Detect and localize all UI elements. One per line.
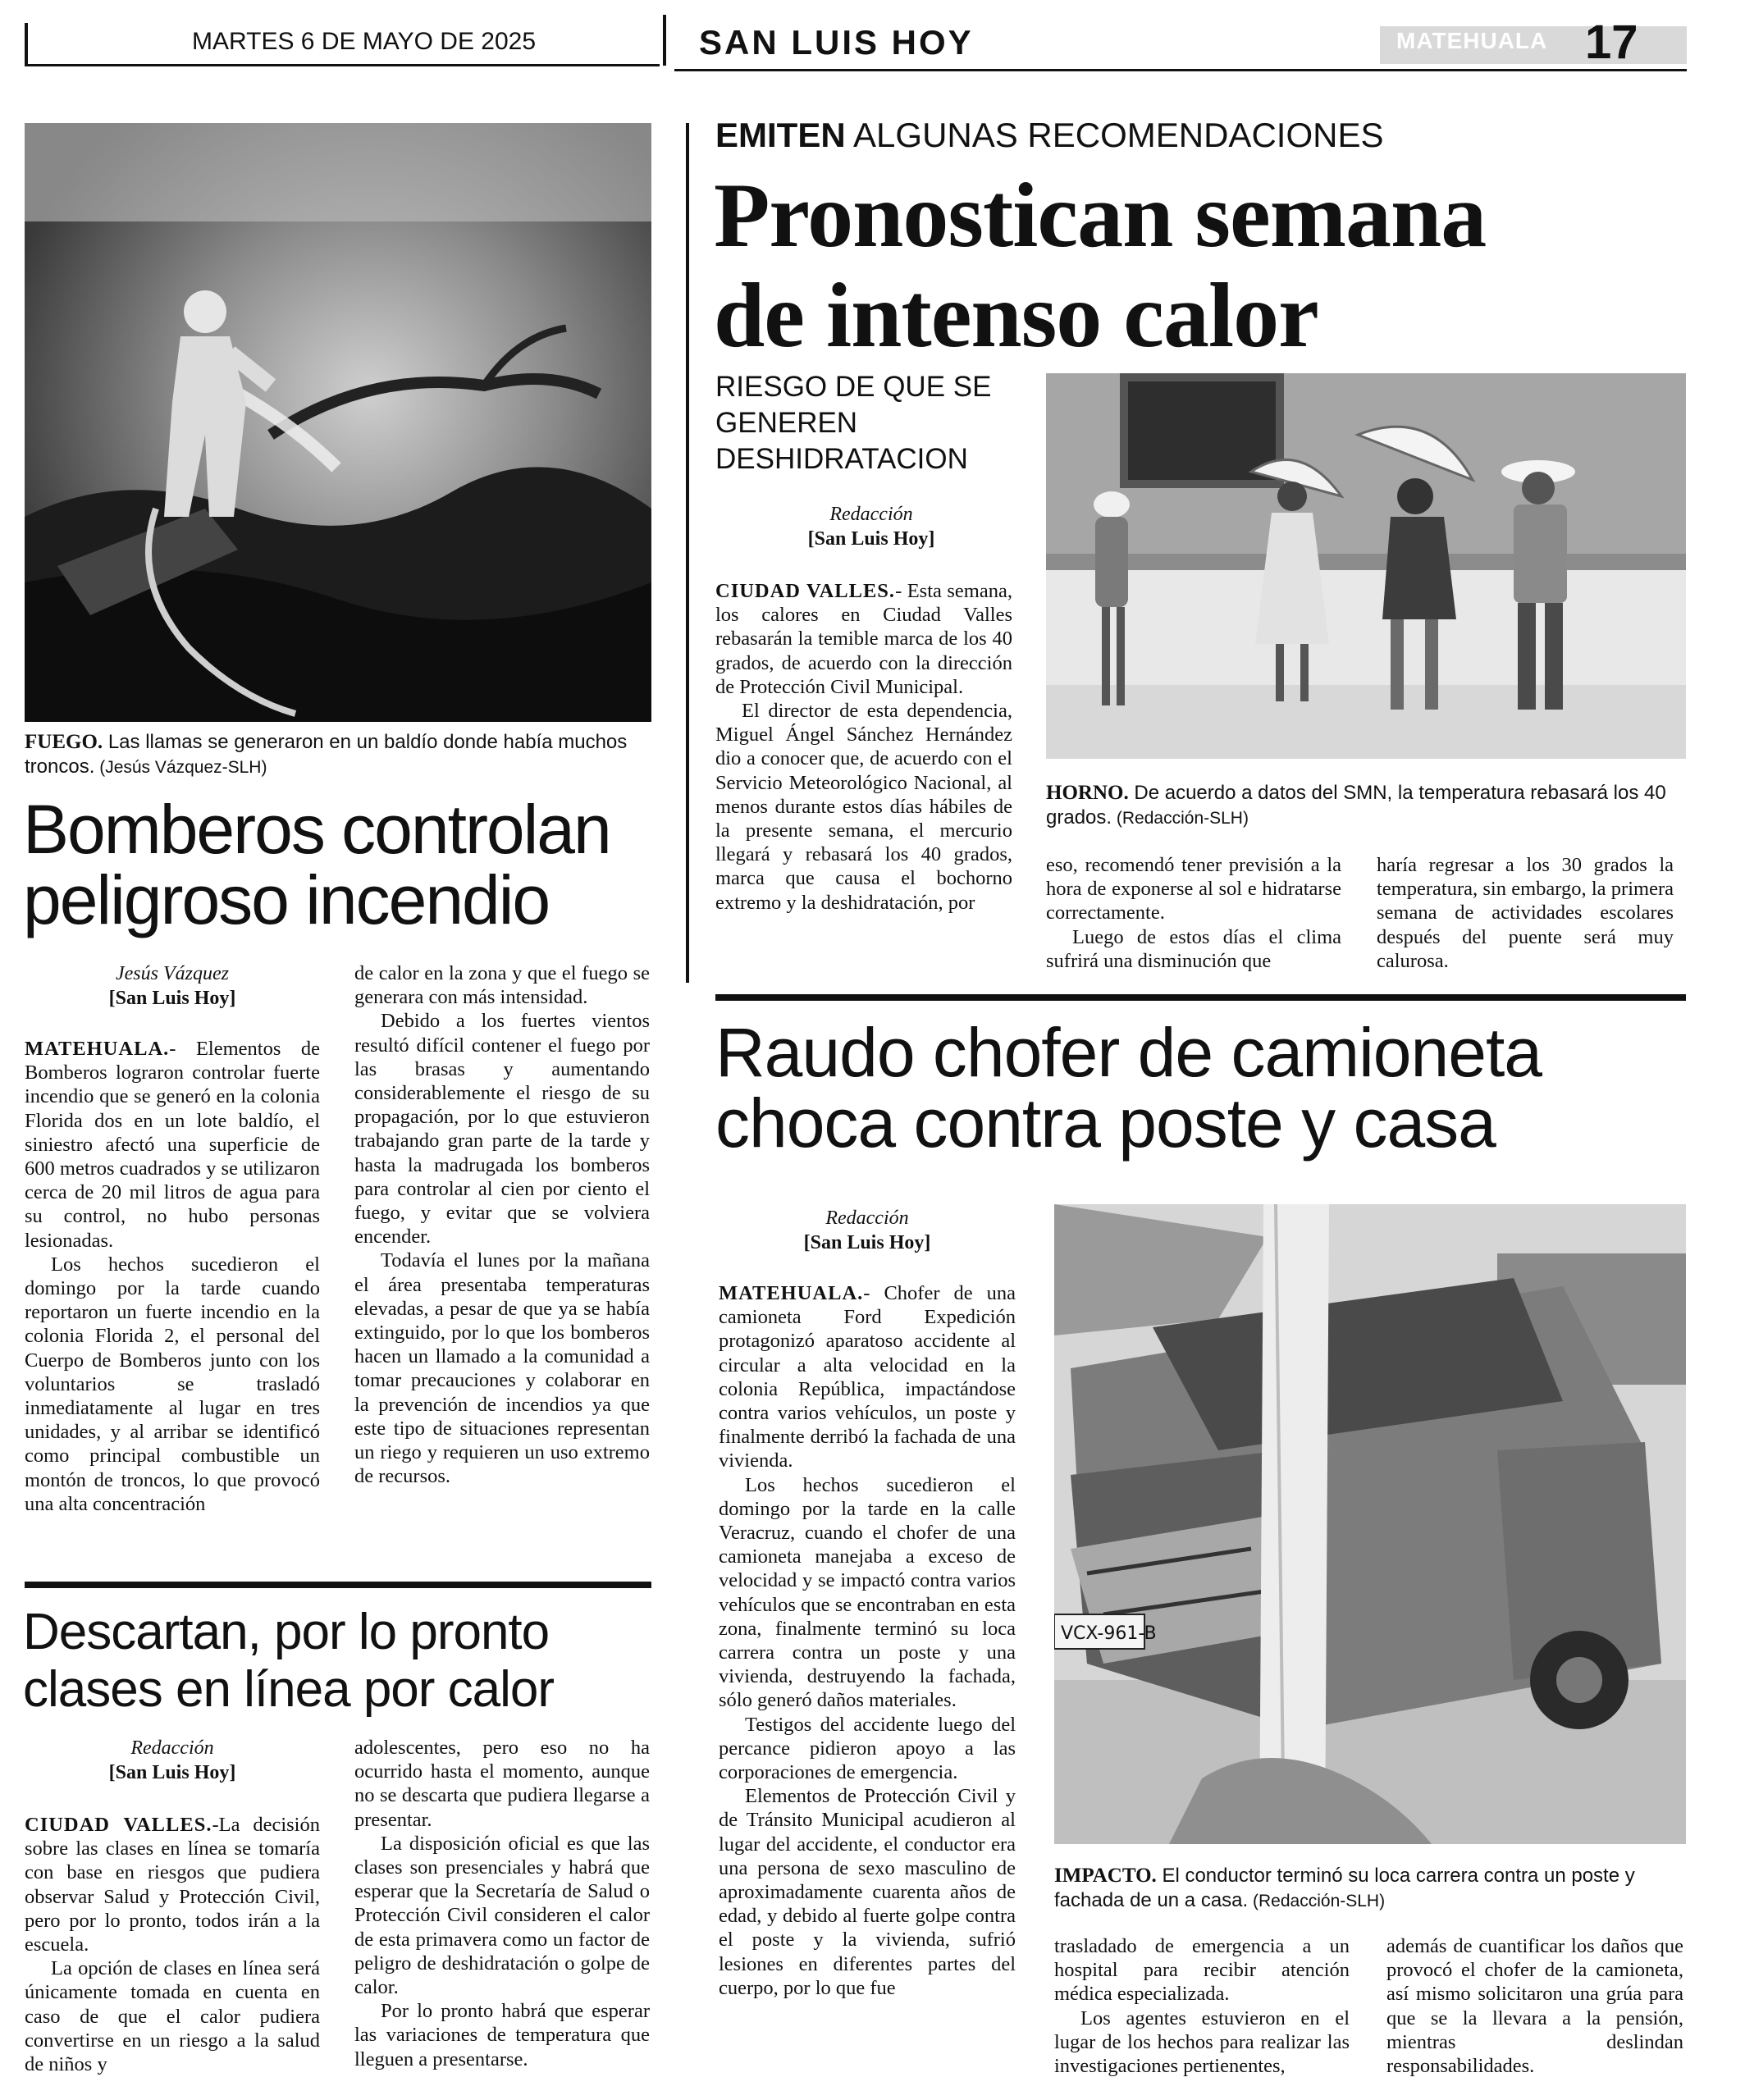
paragraph: - Chofer de una camioneta Ford Expedición protagonizó aparatoso accidente al circular a alta velocidad en la colonia República, impactándose contra varios vehículos, un poste y finalmente derribó la fachada de una vivienda. xyxy=(719,1282,1016,1472)
kicker-bold: EMITEN xyxy=(715,116,846,154)
outlet-name: [San Luis Hoy] xyxy=(803,1232,931,1253)
photo-credit: (Redacción-SLH) xyxy=(1248,1892,1386,1911)
newspaper-name: SAN LUIS HOY xyxy=(699,23,974,62)
author-name: Redacción xyxy=(130,1737,214,1759)
outlet-name: [San Luis Hoy] xyxy=(108,988,236,1009)
paragraph: - Esta semana, los calores en Ciudad Valles rebasarán la temible marca de los 40 grados, de acuerdo con la dirección de Protección Civil Municipal. xyxy=(715,580,1012,698)
paragraph: además de cuantificar los daños que provocó el chofer de la camioneta, así mismo solicitaron una grúa para que se la llevara a la pensión, mientras deslindan responsabilidades. xyxy=(1386,1935,1683,2078)
fire-headline: Bomberos controlan peligroso incendio xyxy=(23,791,610,938)
caption-label: HORNO. xyxy=(1046,782,1129,804)
paragraph: de calor en la zona y que el fuego se generara con más intensidad. xyxy=(354,962,650,1009)
paragraph: trasladado de emergencia a un hospital para recibir atención médica especializada. xyxy=(1054,1935,1350,2006)
crash-photo xyxy=(1054,1204,1686,1844)
dateline: MATEHUALA. xyxy=(25,1038,170,1060)
crash-headline: Raudo chofer de camioneta choca contra poste y casa xyxy=(715,1014,1542,1162)
dateline: MATEHUALA. xyxy=(719,1282,864,1304)
classes-column-1 xyxy=(25,1813,320,2076)
paragraph: Por lo pronto habrá que esperar las variaciones de temperatura que lleguen a presentarse. xyxy=(354,2000,650,2070)
author-name: Redacción xyxy=(825,1208,909,1229)
caption-text: El conductor terminó su loca carrera contra un poste y fachada de un a casa. xyxy=(1054,1865,1635,1911)
firefighter-photo xyxy=(25,123,651,722)
page-number: 17 xyxy=(1585,16,1638,69)
paragraph: Testigos del accidente luego del percance pidieron apoyo a las corporaciones de emergencia. xyxy=(719,1713,1016,1784)
paragraph: Todavía el lunes por la mañana el área presentaba temperaturas elevadas, a pesar de que ya se había extinguido, por lo que los bomberos hacen un llamado a la comunidad a tomar precauciones y colaborar en la prevención de incendios ya que este tipo de situaciones representan un riego y requieren un uso extremo de recursos. xyxy=(354,1249,650,1488)
paragraph: haría regresar a los 30 grados la temperatura, sin embargo, la primera semana de actividades escolares después del puente será muy calurosa. xyxy=(1377,854,1674,972)
paragraph: adolescentes, pero eso no ha ocurrido hasta el momento, aunque no se descarta que pudiera llegarse a presentar. xyxy=(354,1737,650,1831)
heat-headline xyxy=(714,166,1486,366)
heat-column-3 xyxy=(1377,853,1674,973)
heat-photo xyxy=(1046,373,1686,759)
classes-column-2 xyxy=(354,1736,650,2071)
paragraph: Luego de estos días el clima sufrirá una disminución que xyxy=(1046,925,1341,972)
story-divider xyxy=(715,994,1686,1001)
fire-column-2 xyxy=(354,961,650,1488)
heat-kicker xyxy=(715,115,1383,156)
paragraph: La disposición oficial es que las clases son presenciales y habrá que esperar que la Secretaría de Salud o Protección Civil consideren el calor de esta primavera como un factor de peligro de deshidratación o golpe de calor. xyxy=(354,1832,650,1999)
classes-byline xyxy=(25,1736,320,1785)
caption-label: FUEGO. xyxy=(25,731,103,753)
dateline: CIUDAD VALLES. xyxy=(25,1814,212,1836)
classes-headline: Descartan, por lo pronto clases en línea por calor xyxy=(23,1604,555,1718)
headline-line: de intenso calor xyxy=(714,265,1318,367)
story-divider xyxy=(25,1582,651,1588)
fire-column-1 xyxy=(25,1037,320,1516)
caption-label: IMPACTO. xyxy=(1054,1865,1157,1887)
outlet-name: [San Luis Hoy] xyxy=(108,1762,236,1783)
caption-text: De acuerdo a datos del SMN, la temperatura rebasará los 40 grados. xyxy=(1046,782,1666,829)
heat-subhead: RIESGO DE QUE SE GENEREN DESHIDRATACION xyxy=(715,371,992,475)
paragraph: -La decisión sobre las clases en línea se tomaría con base en riesgos que pudiera observar Salud y Protección Civil, pero por lo pronto, todos irán a la escuela. xyxy=(25,1814,320,1956)
paragraph: Elementos de Protección Civil y de Tránsito Municipal acudieron al lugar del accidente, el conductor era una persona de sexo masculino de aproximadamente cuarenta años de edad, y debido al fuerte golpe contra el poste y la vivienda, sufrió lesiones en diferentes partes del cuerpo, por lo que fue xyxy=(719,1785,1016,1999)
header-date-box xyxy=(25,23,660,66)
outlet-name: [San Luis Hoy] xyxy=(807,528,935,550)
paragraph: Los agentes estuvieron en el lugar de los hechos para realizar las investigaciones pertienentes, xyxy=(1054,2006,1350,2078)
caption-text: Las llamas se generaron en un baldío donde había muchos troncos. xyxy=(25,731,628,778)
crash-column-1 xyxy=(719,1281,1016,2000)
license-plate: VCX-961-B xyxy=(1061,1623,1157,1644)
dateline: CIUDAD VALLES. xyxy=(715,580,896,602)
heat-byline xyxy=(715,502,1027,551)
paragraph: Los hechos sucedieron el domingo por la tarde cuando reportaron un fuerte incendio en la colonia Florida 2, el personal del Cuerpo de Bomberos junto con los voluntarios se trasladó inmediatamente al lugar en tres unidades, y al arribar se identificó como principal combustible un montón de troncos, lo que provocó una alta concentración xyxy=(25,1253,320,1515)
crash-photo-caption xyxy=(1054,1864,1686,1914)
paragraph: - Elementos de Bomberos lograron controlar fuerte incendio que se generó en la colonia Florida dos en un lote baldío, el siniestro afectó una superficie de 600 metros cuadrados y se utilizaron cerca de 20 mil litros de agua para su control, no hubo personas lesionadas. xyxy=(25,1038,320,1252)
photo-credit: (Jesús Vázquez-SLH) xyxy=(94,758,267,777)
paragraph: El director de esta dependencia, Miguel Ángel Sánchez Hernández dio a conocer que, de acuerdo con el Servicio Meteorológico Nacional, al menos durante estos días hábiles de la presente semana, el mercurio llegará y rebasará los 40 grados, marca que causa el bochorno extremo y la deshidratación, por xyxy=(715,700,1012,914)
column-divider xyxy=(686,123,689,983)
paragraph: Debido a los fuertes vientos resultó difícil contener el fuego por las brasas y aumentando considerablemente el riesgo de su propagación, por lo que estuvieron trabajando gran parte de la tarde y hasta la madrugada los bomberos para controlar al cien por ciento el fuego, y evitar que se volviera encender. xyxy=(354,1010,650,1249)
heat-column-2 xyxy=(1046,853,1341,973)
heat-column-1 xyxy=(715,579,1012,915)
author-name: Redacción xyxy=(829,504,913,525)
header-bar xyxy=(674,16,1687,71)
kicker-text: ALGUNAS RECOMENDACIONES xyxy=(845,116,1384,154)
crash-column-3 xyxy=(1386,1934,1683,2078)
paragraph: La opción de clases en línea será únicamente tomada en cuenta en caso de que el calor pudiera convertirse en un riesgo a la salud de niños y xyxy=(25,1957,320,2076)
paragraph: eso, recomendó tener previsión a la hora de exponerse al sol e hidratarse correctamente. xyxy=(1046,854,1341,924)
section-name: MATEHUALA xyxy=(1396,28,1548,53)
headline-line: Pronostican semana xyxy=(714,165,1487,267)
fire-photo-caption xyxy=(25,730,651,780)
header-divider xyxy=(663,15,666,66)
author-name: Jesús Vázquez xyxy=(116,963,229,984)
crash-byline xyxy=(715,1206,1019,1255)
photo-credit: (Redacción-SLH) xyxy=(1112,809,1249,828)
crash-column-2 xyxy=(1054,1934,1350,2078)
fire-byline xyxy=(25,961,320,1011)
paragraph: Los hechos sucedieron el domingo por la tarde en la calle Veracruz, cuando el chofer de una camioneta manejaba a exceso de velocidad y se impactó contra varios vehículos que se encontraban en esta zona, finalmente terminó su loca carrera contra un poste y una vivienda, destruyendo la fachada, sólo generó daños materiales. xyxy=(719,1473,1016,1712)
heat-photo-caption xyxy=(1046,781,1686,831)
issue-date: MARTES 6 DE MAYO DE 2025 xyxy=(192,28,537,55)
